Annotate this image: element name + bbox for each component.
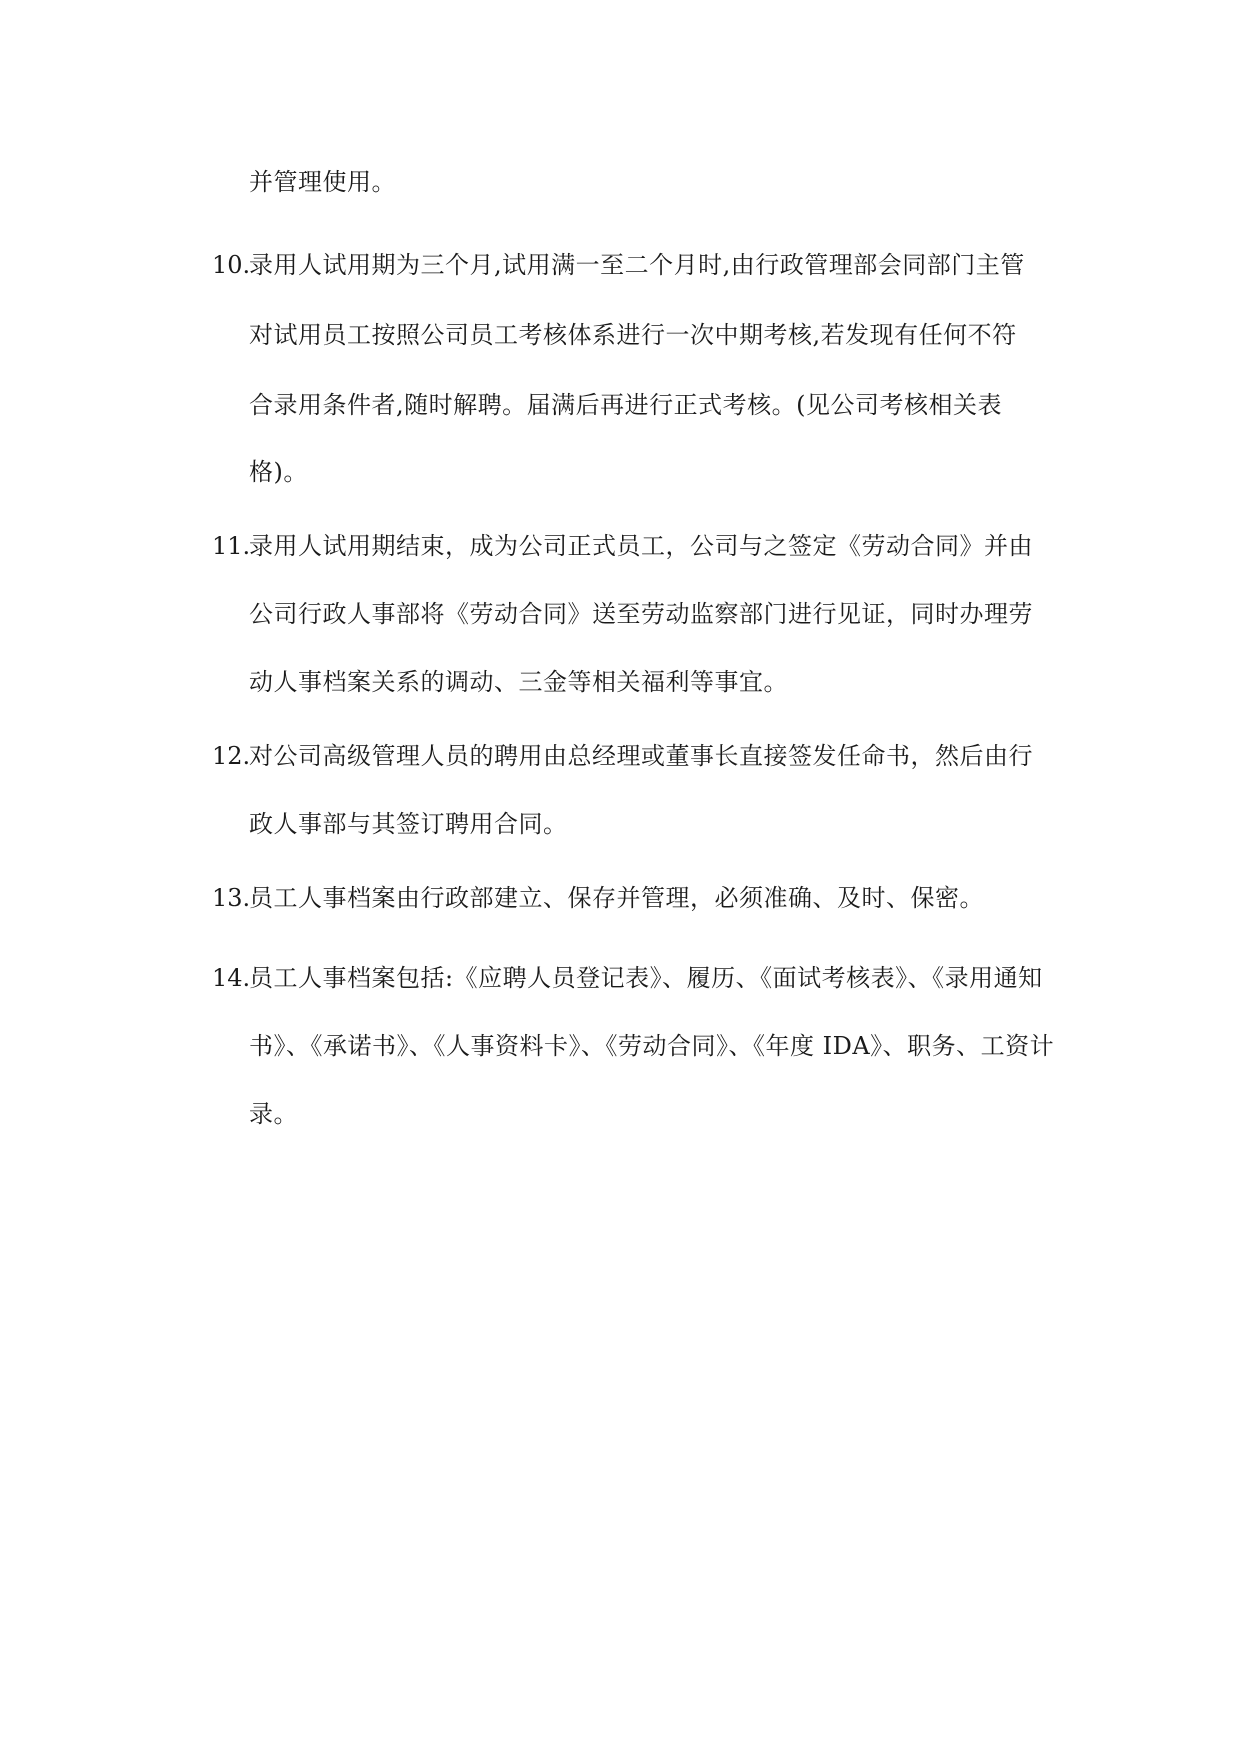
paragraph-line: 对公司高级管理人员的聘用由总经理或董事长直接签发任命书，然后由行: [249, 742, 1033, 770]
paragraph-line: 对试用员工按照公司员工考核体系进行一次中期考核,若发现有任何不符: [249, 321, 1017, 349]
paragraph-line: 录用人试用期结束，成为公司正式员工，公司与之签定《劳动合同》并由: [249, 532, 1033, 560]
paragraph-line: 政人事部与其签订聘用合同。: [249, 810, 568, 838]
paragraph-line: 公司行政人事部将《劳动合同》送至劳动监察部门进行见证，同时办理劳: [249, 600, 1033, 628]
paragraph-line: 录用人试用期为三个月,试用满一至二个月时,由行政管理部会同部门主管: [249, 251, 1025, 279]
item-number: 12.: [212, 742, 251, 770]
paragraph-line: 动人事档案关系的调动、三金等相关福利等事宜。: [249, 668, 788, 696]
continuation-line: 并管理使用。: [249, 168, 396, 196]
paragraph-line: 员工人事档案包括:《应聘人员登记表》、履历、《面试考核表》、《录用通知: [249, 964, 1043, 992]
item-number: 11.: [212, 532, 251, 560]
paragraph-line: 合录用条件者,随时解聘。届满后再进行正式考核。(见公司考核相关表: [249, 391, 1002, 419]
paragraph-line: 格)。: [249, 458, 308, 486]
paragraph-line: 员工人事档案由行政部建立、保存并管理，必须准确、及时、保密。: [249, 884, 984, 912]
item-number: 14.: [212, 964, 251, 992]
item-number: 10.: [212, 251, 251, 279]
paragraph-line: 书》、《承诺书》、《人事资料卡》、《劳动合同》、《年度 IDA》、职务、工资计: [249, 1032, 1055, 1060]
item-number: 13.: [212, 884, 251, 912]
paragraph-line: 录。: [249, 1100, 298, 1128]
